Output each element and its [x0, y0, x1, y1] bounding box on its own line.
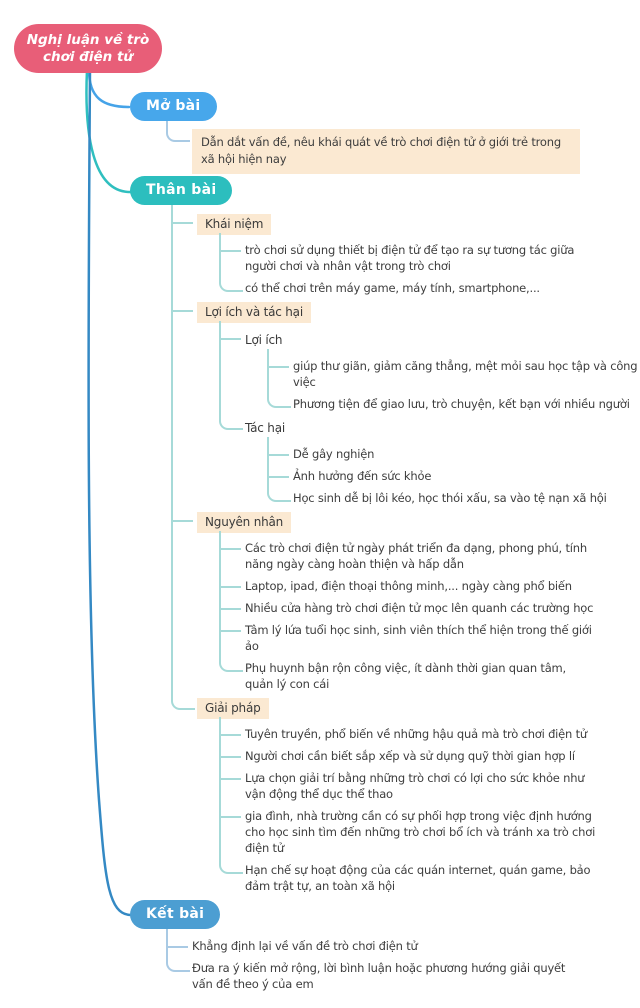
mo-bai-node: Mở bài — [130, 92, 217, 121]
list-item — [267, 395, 640, 412]
list-item — [166, 937, 572, 954]
branch-mo-bai — [130, 92, 580, 174]
subsection-loi-ich — [219, 329, 640, 412]
leaf-text: Học sinh dễ bị lôi kéo, học thói xấu, sa vào tệ nạn xã hội — [293, 491, 607, 505]
leaf-text: Người chơi cần biết sắp xếp và sử dụng quỹ thời gian hợp lí — [245, 749, 575, 763]
section-loi-ich-tac-hai — [171, 301, 640, 506]
branch-than-bai — [130, 176, 640, 894]
branch-ket-bai — [130, 900, 572, 992]
leaf-text: Khẳng định lại về vấn đề trò chơi điện tử — [192, 939, 418, 953]
section-khai-niem — [171, 213, 640, 296]
leaf-text: Ảnh hưởng đến sức khỏe — [293, 469, 432, 483]
mo-bai-note: Dẫn dắt vấn đề, nêu khái quát về trò chơi điện tử ở giới trẻ trong xã hội hiện nay — [192, 129, 580, 174]
nguyen-nhan-label: Nguyên nhân — [197, 512, 291, 533]
nguyen-nhan-children — [219, 533, 640, 692]
subsection-tac-hai — [219, 417, 640, 506]
leaf-text: Các trò chơi điện tử ngày phát triển đa dạng, phong phú, tính năng ngày càng hoàn thiện và hấp dẫn — [245, 541, 587, 571]
list-item — [219, 621, 640, 654]
than-bai-node: Thân bài — [130, 176, 232, 205]
list-item — [219, 241, 640, 274]
mo-bai-children — [166, 121, 580, 174]
leaf-text: Tuyên truyền, phổ biến về những hậu quả mà trò chơi điện tử — [245, 727, 587, 741]
list-item — [219, 599, 640, 616]
list-item — [219, 769, 640, 802]
list-item — [219, 577, 640, 594]
than-bai-children — [171, 205, 640, 894]
section-giai-phap — [171, 697, 640, 894]
leaf-text: Nhiều cửa hàng trò chơi điện tử mọc lên quanh các trường học — [245, 601, 594, 615]
leaf-text: giúp thư giãn, giảm căng thẳng, mệt mỏi sau học tập và công việc — [293, 359, 638, 389]
leaf-text: Lựa chọn giải trí bằng những trò chơi có lợi cho sức khỏe như vận động thể dục thể thao — [245, 771, 585, 801]
leaf-text: gia đình, nhà trường cần có sự phối hợp trong việc định hướng cho học sinh tìm đến những trò chơi bổ ích và tránh xa trò chơi điện tử — [245, 809, 596, 855]
leaf-text: trò chơi sử dụng thiết bị điện tử để tạo ra sự tương tác giữa người chơi và nhân vật trong trò chơi — [245, 243, 575, 273]
list-item — [219, 279, 640, 296]
leaf-text: Laptop, ipad, điện thoại thông minh,... ngày càng phổ biến — [245, 579, 572, 593]
section-nguyen-nhan — [171, 511, 640, 692]
ket-bai-node: Kết bài — [130, 900, 220, 929]
root-node — [14, 24, 162, 73]
list-item — [219, 861, 640, 894]
tac-hai-children — [267, 439, 640, 506]
root-node-label: Nghị luận về trò chơi điện tử — [26, 31, 150, 65]
list-item — [267, 357, 640, 390]
leaf-text: Phương tiện để giao lưu, trò chuyện, kết bạn với nhiều người — [293, 397, 630, 411]
list-item — [166, 129, 580, 174]
ket-bai-children — [166, 929, 572, 992]
leaf-text: có thể chơi trên máy game, máy tính, smartphone,... — [245, 281, 540, 295]
leaf-text: Đưa ra ý kiến mở rộng, lời bình luận hoặc phương hướng giải quyết vấn đề theo ý của em — [192, 961, 566, 991]
list-item — [219, 725, 640, 742]
leaf-text: Tâm lý lứa tuổi học sinh, sinh viên thích thể hiện trong thế giới ảo — [245, 623, 592, 653]
loi-ich-tac-hai-label: Lợi ích và tác hại — [197, 302, 311, 323]
leaf-text: Phụ huynh bận rộn công việc, ít dành thời gian quan tâm, quản lý con cái — [245, 661, 566, 691]
loi-ich-children — [267, 351, 640, 412]
giai-phap-label: Giải pháp — [197, 698, 269, 719]
loi-ich-label: Lợi ích — [245, 333, 283, 347]
list-item — [166, 959, 572, 992]
leaf-text: Hạn chế sự hoạt động của các quán internet, quán game, bảo đảm trật tự, an toàn xã hội — [245, 863, 591, 893]
list-item — [267, 467, 640, 484]
list-item — [219, 659, 640, 692]
giai-phap-children — [219, 719, 640, 894]
loi-ich-tac-hai-children — [219, 323, 640, 506]
leaf-text: Dễ gây nghiện — [293, 447, 375, 461]
khai-niem-children — [219, 235, 640, 296]
list-item — [267, 489, 640, 506]
tac-hai-label: Tác hại — [245, 421, 286, 435]
khai-niem-label: Khái niệm — [197, 214, 271, 235]
list-item — [267, 445, 640, 462]
list-item — [219, 539, 640, 572]
list-item — [219, 747, 640, 764]
list-item — [219, 807, 640, 856]
